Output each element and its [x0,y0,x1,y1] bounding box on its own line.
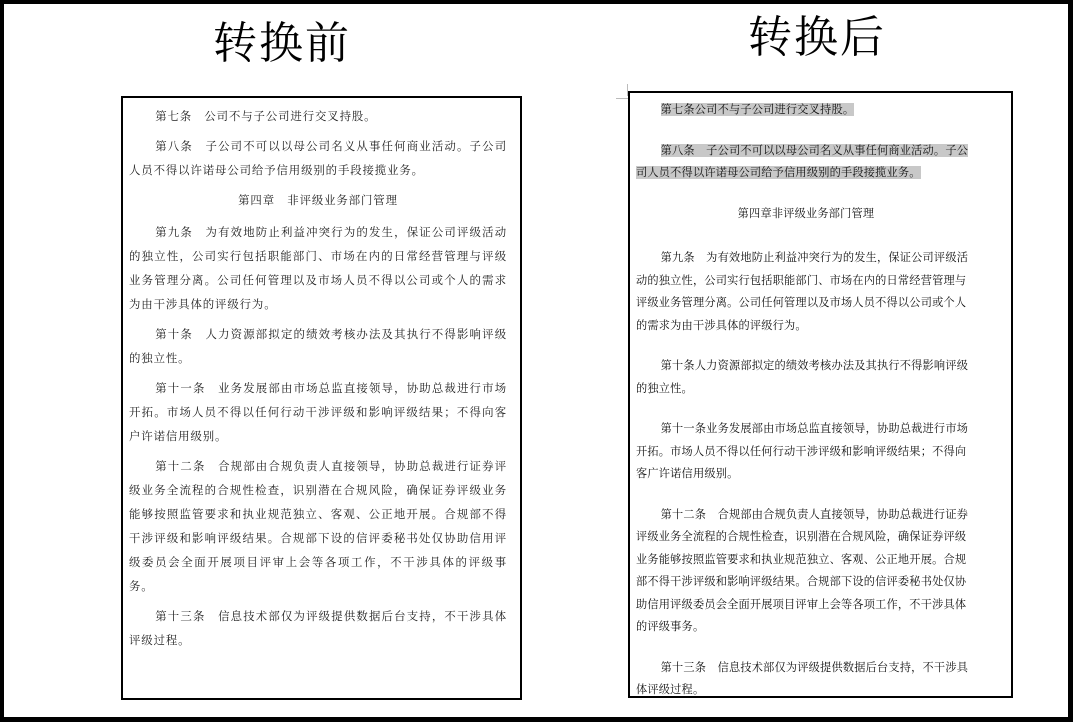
document-after-body [636,99,976,720]
article-11: 第十一条业务发展部由市场总监直接领导，协助总裁进行市场开拓。市场人员不得以任何行动干涉评级和影响评级结果；不得向客广许诺信用级别。 [636,422,969,480]
title-before: 转换前 [213,18,351,69]
article-10: 第十条人力资源部拟定的绩效考核办法及其执行不得影响评级的独立性。 [636,359,969,395]
article-10: 第十条 人力资源部拟定的绩效考核办法及其执行不得影响评级的独立性。 [129,327,507,365]
article-7: 第七条 公司不与子公司进行交叉持股。 [155,109,377,123]
article-9: 第九条 为有效地防止利益冲突行为的发生，保证公司评级活动的独立性，公司实行包括职能部门、市场在内的日常经营管理与评级业务管理分离。公司任何管理以及市场人员不得以公司或个人的需求为由干涉具体的评级行为。 [636,251,969,332]
page-corner-mark [616,98,628,99]
selected-text[interactable]: 第七条公司不与子公司进行交叉持股。 [660,103,855,116]
article-12: 第十二条 合规部由合规负责人直接领导，协助总裁进行证券评级业务全流程的合规性检查，识别潜在合规风险，确保证券评级业务能够按照监管要求和执业规范独立、客观、公正地开展。合规部不得干涉评级和影响评级结果。合规部下设的信评委秘书处仅协助信用评级委员会全面开展项目评审上会等各项工作，不干涉具体的评级事务。 [636,507,969,633]
chapter-4-heading: 第四章 非评级业务部门管理 [238,193,398,207]
article-9: 第九条 为有效地防止利益冲突行为的发生，保证公司评级活动的独立性，公司实行包括职能部门、市场在内的日常经营管理与评级业务管理分离。公司任何管理以及市场人员不得以公司或个人的需求为由干涉具体的评级行为。 [129,225,507,311]
document-before-panel [121,96,522,700]
article-8: 第八条 子公司不可以以母公司名义从事任何商业活动。子公司人员不得以许诺母公司给予信用级别的手段接揽业务。 [129,139,507,177]
document-before-body [129,104,507,658]
article-13: 第十三条 信息技术部仅为评级提供数据后台支持，不干涉具体评级过程。 [636,660,969,696]
article-12: 第十二条 合规部由合规负责人直接领导，协助总裁进行证券评级业务全流程的合规性检查，识别潜在合规风险，确保证券评级业务能够按照监管要求和执业规范独立、客观、公正地开展。合规部不得干涉评级和影响评级结果。合规部下设的信评委秘书处仅协助信用评级委员会全面开展项目评审上会等各项工作，不干涉具体的评级事务。 [129,459,507,593]
title-after: 转换后 [748,12,886,63]
article-11: 第十一条 业务发展部由市场总监直接领导，协助总裁进行市场开拓。市场人员不得以任何行动干涉评级和影响评级结果；不得向客户许诺信用级别。 [129,381,507,443]
document-after-panel [628,91,1013,698]
selected-text[interactable]: 第八条 子公司不可以以母公司名义从事任何商业活动。子公司人员不得以许诺母公司给予信用级别的手段接揽业务。 [636,143,969,179]
article-8[interactable] [636,140,976,185]
chapter-4-heading: 第四章非评级业务部门管理 [737,206,875,220]
article-7[interactable] [636,99,976,122]
article-13: 第十三条 信息技术部仅为评级提供数据后台支持，不干涉具体评级过程。 [129,609,507,647]
